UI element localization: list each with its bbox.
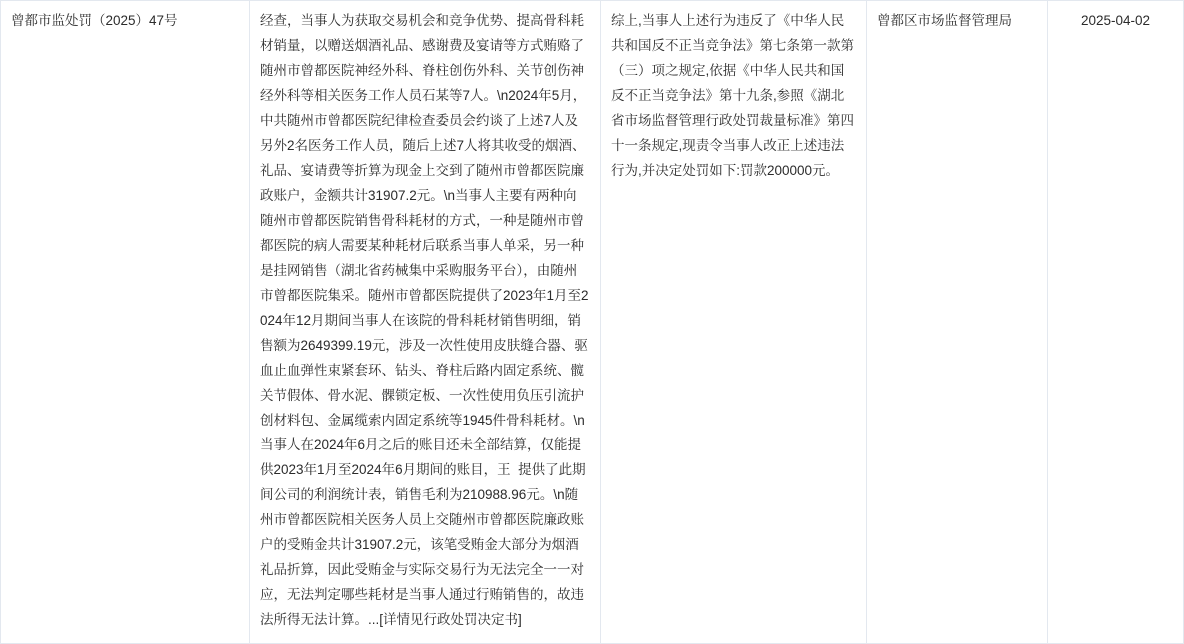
penalty-date-text: 2025-04-02 xyxy=(1080,13,1151,28)
penalty-organization-cell xyxy=(867,1,1048,644)
penalty-organization-text: 曾都区市场监督管理局 xyxy=(877,13,1012,28)
case-detail-text: 经查，当事人为获取交易机会和竞争优势、提高骨科耗材销量，以赠送烟酒礼品、感谢费及宴请等方式贿赂了随州市曾都医院神经外科、脊柱创伤外科、关节创伤神经外科等相关医务工作人员石某等7人。\n2024年5月，中共随州市曾都医院纪律检查委员会约谈了上述7人及另外2名医务工作人员，随后上述7人将其收受的烟酒、礼品、宴请费等折算为现金上交到了随州市曾都医院廉政账户，金额共计31907.2元。\n当事人主要有两种向随州市曾都医院销售骨科耗材的方式，一种是随州市曾都医院的病人需要某种耗材后联系当事人单采，另一种是挂网销售（湖北省药械集中采购服务平台），由随州市曾都医院集采。随州市曾都医院提供了2023年1月至2024年12月期间当事人在该院的骨科耗材销售明细，销售额为2649399.19元，涉及一次性使用皮肤缝合器、驱血止血弹性束紧套环、钻头、脊柱后路内固定系统、髋关节假体、骨水泥、髁锁定板、一次性使用负压引流护创材料包、金属缆索内固定系统等1945件骨科耗材。\n当事人在2024年6月之后的账目还未全部结算，仅能提供2023年1月至2024年6月期间的账目，王 提供了此期间公司的利润统计表，销售毛利为210988.96元。\n随州市曾都医院相关医务人员上交随州市曾都医院廉政账户的受贿金共计31907.2元，该笔受贿金大部分为烟酒礼品折算，因此受贿金与实际交易行为无法完全一一对应，无法判定哪些耗材是当事人通过行贿销售的，故违法所得无法计算。...[详情见行政处罚决定书] xyxy=(260,13,589,628)
penalty-basis-text: 综上,当事人上述行为违反了《中华人民共和国反不正当竞争法》第七条第一款第（三）项之规定,依据《中华人民共和国反不正当竞争法》第十九条,参照《湖北省市场监督管理行政处罚裁量标准》第四十一条规定,现责令当事人改正上述违法行为,并决定处罚如下:罚款200000元。 xyxy=(611,13,854,178)
case-detail-cell xyxy=(250,1,601,644)
case-title-cell xyxy=(1,1,250,644)
table-body xyxy=(1,1,1184,644)
case-title-text: 曾都市监处罚（2025）47号 xyxy=(11,13,178,28)
table-row xyxy=(1,1,1184,644)
penalty-date-cell xyxy=(1048,1,1184,644)
penalty-basis-cell xyxy=(601,1,867,644)
